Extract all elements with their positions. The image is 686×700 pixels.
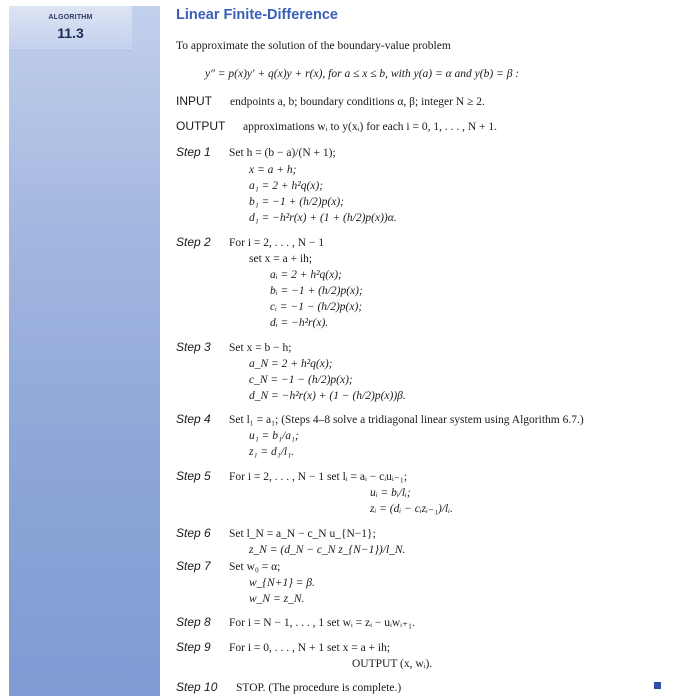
- step-3-line: c_N = −1 − (h/2)p(x);: [249, 374, 353, 386]
- step-9-line: OUTPUT (x, wᵢ).: [352, 658, 433, 670]
- step-7-label: Step 7: [176, 559, 211, 573]
- step-7-line: Set w₀ = α;: [229, 561, 281, 573]
- algorithm-number: 11.3: [57, 25, 84, 41]
- step-5-label: Step 5: [176, 469, 211, 483]
- step-6-line: Set l_N = a_N − c_N u_{N−1};: [229, 528, 376, 540]
- step-2-label: Step 2: [176, 235, 211, 249]
- step-1-line: d₁ = −h²r(x) + (1 + (h/2)p(x))α.: [249, 212, 397, 224]
- step-4-line: u₁ = b₁/a₁;: [249, 430, 299, 442]
- step-3-label: Step 3: [176, 340, 211, 354]
- step-10-label: Step 10: [176, 680, 218, 694]
- step-8-label: Step 8: [176, 615, 211, 629]
- step-10-line: STOP. (The procedure is complete.): [236, 682, 402, 694]
- step-5-line: zᵢ = (dᵢ − cᵢzᵢ₋₁)/lᵢ.: [370, 503, 453, 515]
- step-3-line: a_N = 2 + h²q(x);: [249, 358, 333, 370]
- step-1-label: Step 1: [176, 145, 211, 159]
- step-5-line: uᵢ = bᵢ/lᵢ;: [370, 487, 411, 499]
- step-7-line: w_{N+1} = β.: [249, 577, 315, 589]
- step-6-label: Step 6: [176, 526, 211, 540]
- step-2-line: cᵢ = −1 − (h/2)p(x);: [270, 301, 363, 313]
- bvp-equation: y″ = p(x)y′ + q(x)y + r(x), for a ≤ x ≤ b, with y(a) = α and y(b) = β :: [205, 68, 520, 80]
- sidebar-band: [9, 6, 160, 696]
- step-2-line: aᵢ = 2 + h²q(x);: [270, 269, 342, 281]
- step-4-line: z₁ = d₁/l₁.: [249, 446, 294, 458]
- end-of-algorithm-marker: [654, 682, 661, 689]
- algorithm-tab: [9, 6, 132, 51]
- step-5-line: For i = 2, . . . , N − 1 set lᵢ = aᵢ − cᵢuᵢ₋₁;: [229, 471, 408, 483]
- intro-text: To approximate the solution of the boundary-value problem: [176, 40, 451, 52]
- step-6-line: z_N = (d_N − c_N z_{N−1})/l_N.: [249, 544, 406, 556]
- step-4-label: Step 4: [176, 412, 211, 426]
- step-9-line: For i = 0, . . . , N + 1 set x = a + ih;: [229, 642, 391, 654]
- step-9-label: Step 9: [176, 640, 211, 654]
- step-7-line: w_N = z_N.: [249, 593, 305, 605]
- step-1-line: Set h = (b − a)/(N + 1);: [229, 147, 336, 159]
- step-3-line: Set x = b − h;: [229, 342, 292, 354]
- step-2-line: dᵢ = −h²r(x).: [270, 317, 329, 329]
- page-title: Linear Finite-Difference: [176, 7, 338, 23]
- step-1-line: x = a + h;: [249, 164, 297, 176]
- step-2-line: set x = a + ih;: [249, 253, 313, 265]
- step-3-line: d_N = −h²r(x) + (1 − (h/2)p(x))β.: [249, 390, 406, 402]
- step-4-line: Set l₁ = a₁; (Steps 4–8 solve a tridiagonal linear system using Algorithm 6.7.): [229, 414, 584, 426]
- step-1-line: b₁ = −1 + (h/2)p(x);: [249, 196, 344, 208]
- output-text: approximations wᵢ to y(xᵢ) for each i = 0, 1, . . . , N + 1.: [243, 121, 498, 133]
- output-label: OUTPUT: [176, 119, 226, 133]
- algorithm-tab-label: ALGORITHM: [48, 14, 93, 21]
- input-text: endpoints a, b; boundary conditions α, β; integer N ≥ 2.: [230, 96, 485, 108]
- step-1-line: a₁ = 2 + h²q(x);: [249, 180, 324, 192]
- input-label: INPUT: [176, 94, 212, 108]
- step-2-line: bᵢ = −1 + (h/2)p(x);: [270, 285, 363, 297]
- step-8-line: For i = N − 1, . . . , 1 set wᵢ = zᵢ − uᵢwᵢ₊₁.: [229, 617, 416, 629]
- step-2-line: For i = 2, . . . , N − 1: [229, 237, 325, 249]
